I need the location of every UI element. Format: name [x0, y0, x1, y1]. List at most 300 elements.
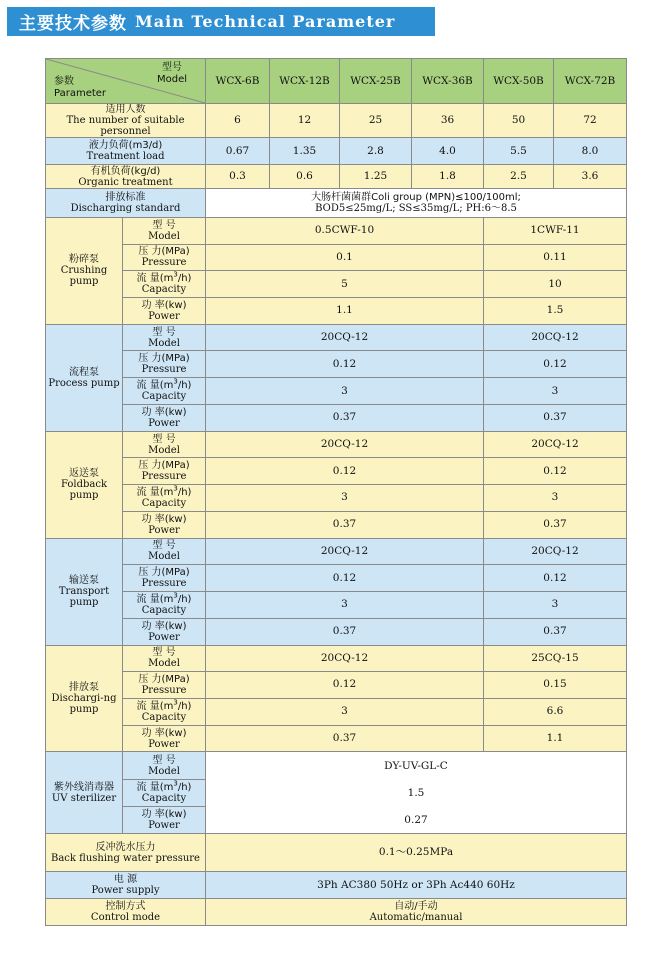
param-label: [123, 672, 206, 699]
label-cn: 压 力(MPa): [138, 567, 190, 579]
value: 1.35: [292, 144, 317, 157]
value-en: Automatic/manual: [369, 912, 463, 924]
param-value: [484, 565, 627, 592]
value: 1CWF-11: [530, 224, 580, 237]
table-row: [46, 458, 627, 485]
table-row: [46, 780, 627, 807]
param-label: [123, 218, 206, 245]
label-cn: 适用人数: [105, 104, 146, 115]
label-cn: 功 率(kw): [141, 513, 187, 525]
param-label: [123, 271, 206, 298]
param-value: [484, 698, 627, 725]
param-value: [206, 511, 484, 538]
value: 0.5CWF-10: [314, 224, 375, 237]
label-cn: [123, 270, 205, 285]
param-label: [123, 298, 206, 325]
value: 0.37: [543, 518, 567, 531]
capacity-sup: 3: [173, 780, 178, 789]
label-en: Model: [148, 444, 180, 456]
value: 3: [551, 598, 559, 611]
value: 3: [341, 491, 348, 504]
value: 50: [511, 114, 526, 126]
param-value: [206, 565, 484, 592]
param-label: [123, 807, 206, 834]
param-value: [484, 324, 627, 351]
param-value: [484, 431, 627, 458]
capacity-cn-b: /h): [177, 486, 192, 498]
header-model-en: Model: [156, 74, 187, 85]
value-cell: [270, 165, 340, 189]
model-name: WCX-50B: [493, 74, 544, 87]
pump-name-cn: 粉碎泵: [69, 254, 99, 266]
pump-name-cn: 返送泵: [69, 468, 99, 480]
header-corner-cell: [46, 59, 206, 104]
backflush-value: [206, 834, 627, 872]
value-cell: [484, 138, 554, 165]
model-column-header: [270, 59, 340, 104]
value-cell: [206, 138, 270, 165]
capacity-cn-a: 流 量(m: [136, 782, 174, 794]
param-value: [206, 431, 484, 458]
pump-name-en: Process pump: [48, 377, 120, 389]
value: 0.11: [543, 250, 567, 263]
label-en: Discharging standard: [70, 203, 181, 214]
label-cn: [123, 698, 205, 712]
param-label: [123, 351, 206, 378]
value-cell: [412, 165, 484, 189]
value-cn: 自动/手动: [394, 901, 438, 913]
label-en: Pressure: [141, 471, 187, 483]
param-label: [123, 752, 206, 780]
capacity-sup: 3: [173, 698, 178, 707]
param-label: [123, 485, 206, 512]
value-cell: [206, 104, 270, 138]
row-label: [46, 189, 206, 218]
table-row: [46, 351, 627, 378]
value: 3: [341, 598, 348, 611]
label-en: Power supply: [91, 885, 160, 897]
param-value: [484, 351, 627, 378]
label-en: Power: [148, 524, 180, 536]
label-cn: [123, 782, 205, 793]
param-label: [123, 698, 206, 725]
param-label: [123, 404, 206, 431]
value: 3: [551, 384, 559, 397]
value: 20CQ-12: [320, 544, 369, 557]
value: 3.6: [581, 170, 599, 182]
pump-name-en: Dischargi-ng pump: [51, 693, 117, 715]
value: 0.37: [543, 625, 567, 638]
table-row: [46, 218, 627, 245]
value: 0.15: [543, 678, 567, 691]
model-name: WCX-72B: [564, 74, 616, 87]
value: 25: [368, 114, 383, 126]
table-row: [46, 872, 627, 899]
value: 20CQ-12: [531, 438, 579, 451]
model-name: WCX-6B: [215, 74, 260, 87]
row-label: [46, 899, 206, 926]
model-name: WCX-25B: [350, 74, 401, 87]
label-cn: 反冲洗水压力: [95, 841, 156, 853]
label-en: Model: [148, 230, 180, 242]
value: 0.1: [336, 250, 353, 263]
value: 5: [341, 277, 348, 290]
uv-sterilizer-name: [46, 752, 123, 834]
uv-values: [206, 752, 627, 780]
pump-name-en: Foldback pump: [60, 479, 108, 502]
label-en: Capacity: [141, 391, 187, 403]
capacity-sup: 3: [173, 377, 178, 386]
value: 1.1: [546, 732, 564, 745]
param-label: [123, 565, 206, 592]
value: 6: [234, 114, 241, 126]
label-cn: 功 率(kw): [141, 299, 187, 311]
param-value: [206, 298, 484, 325]
label-en: Model: [148, 765, 180, 777]
param-value: [206, 458, 484, 485]
capacity-sup: 3: [173, 591, 178, 600]
table-row: [46, 834, 627, 872]
label-cn: 功 率(kw): [141, 809, 187, 821]
label-en: Capacity: [141, 284, 187, 296]
value: 3: [341, 705, 348, 718]
value-cell: [484, 165, 554, 189]
label-en: Power: [148, 631, 180, 643]
value-cell: [340, 104, 412, 138]
param-label: [123, 511, 206, 538]
title-cn: 主要技术参数: [19, 14, 127, 34]
label-cn: [123, 591, 205, 605]
pump-name: [46, 431, 123, 538]
pump-name-cn: 输送泵: [69, 575, 99, 587]
label-cn: 功 率(kw): [141, 620, 187, 632]
param-label: [123, 591, 206, 618]
param-label: [123, 244, 206, 271]
row-label: [46, 138, 206, 165]
value: 0.37: [543, 411, 567, 424]
value: 4.0: [439, 144, 456, 157]
pump-name-cn: 流程泵: [69, 366, 99, 378]
value: 0.12: [332, 357, 357, 370]
pump-name-en: Transport pump: [58, 586, 110, 609]
table-row: [46, 752, 627, 780]
label-cn: 型 号: [152, 647, 176, 659]
value: 8.0: [581, 144, 599, 157]
table-row: [46, 725, 627, 752]
model-column-header: [412, 59, 484, 104]
param-value: [484, 298, 627, 325]
label-cn: 型 号: [152, 540, 176, 552]
param-value: [484, 725, 627, 752]
value: 25CQ-15: [531, 651, 579, 664]
value: 0.37: [332, 732, 357, 745]
label-cn: 控制方式: [105, 901, 146, 913]
table-row: [46, 591, 627, 618]
param-label: [123, 324, 206, 351]
label-en: Capacity: [141, 711, 187, 723]
label-cn: [123, 377, 205, 392]
row-label: [46, 104, 206, 138]
param-value: [206, 404, 484, 431]
technical-parameter-table: [45, 58, 627, 926]
label-en: Capacity: [141, 793, 187, 805]
value: 0.12: [332, 464, 357, 477]
table-row: [46, 485, 627, 512]
param-value: [206, 218, 484, 245]
param-value: [206, 271, 484, 298]
capacity-cn-b: /h): [177, 782, 192, 794]
table-row: [46, 672, 627, 699]
param-value: [206, 244, 484, 271]
capacity-cn-b: /h): [177, 273, 192, 285]
label-en: Power: [148, 310, 180, 322]
label-cn: 压 力(MPa): [138, 353, 190, 365]
table-row: [46, 271, 627, 298]
param-label: [123, 431, 206, 458]
label-en: Pressure: [141, 257, 187, 269]
model-name: WCX-36B: [422, 74, 473, 87]
param-value: [206, 485, 484, 512]
param-value: [206, 351, 484, 378]
row-label: [46, 834, 206, 872]
param-value: [484, 618, 627, 645]
param-value: [484, 485, 627, 512]
value: 2.8: [367, 144, 384, 157]
label-cn: 压 力(MPa): [138, 246, 190, 258]
param-value: [484, 591, 627, 618]
label-en: Model: [148, 551, 180, 563]
value: 6.6: [546, 705, 564, 718]
label-cn: 排放标准: [105, 192, 146, 203]
value-cell: [484, 104, 554, 138]
table-row: [46, 538, 627, 565]
value: 0.6: [296, 170, 313, 182]
capacity-cn-a: 流 量(m: [136, 593, 174, 605]
label-en: Pressure: [141, 684, 187, 696]
model-column-header: [340, 59, 412, 104]
param-value: [484, 378, 627, 405]
value: 20CQ-12: [320, 438, 369, 451]
pump-name-cn: 排放泵: [69, 682, 99, 693]
table-row: [46, 565, 627, 592]
value: 0.12: [543, 464, 567, 477]
label-cn: 型 号: [152, 219, 176, 231]
value: 3: [341, 384, 348, 397]
param-value: [206, 645, 484, 672]
label-cn: 液力负荷(m3/d): [88, 140, 163, 151]
param-value: [206, 725, 484, 752]
param-value: [206, 672, 484, 699]
table-row: [46, 645, 627, 672]
label-cn: 型 号: [152, 433, 176, 445]
value-cell: [412, 104, 484, 138]
capacity-cn-a: 流 量(m: [136, 486, 174, 498]
pump-name-en: Crushing pump: [60, 265, 108, 288]
capacity-cn-a: 流 量(m: [136, 700, 174, 712]
uv-cn: 紫外线消毒器: [54, 781, 114, 793]
value-cell: [554, 104, 627, 138]
value-cell: [206, 165, 270, 189]
value: 0.12: [332, 678, 357, 691]
discharge-line-1: 大肠杆菌菌群Coli group (MPN)≤100/100ml;: [311, 192, 521, 203]
pump-name: [46, 324, 123, 431]
model-column-header: [554, 59, 627, 104]
value: 20CQ-12: [531, 544, 579, 557]
table-row: [46, 807, 627, 834]
label-en: Capacity: [141, 604, 187, 616]
param-value: [206, 538, 484, 565]
value: 0.37: [332, 625, 357, 638]
table-row: [46, 698, 627, 725]
label-en: Power: [148, 820, 180, 832]
param-value: [206, 324, 484, 351]
param-label: [123, 378, 206, 405]
param-value: [484, 404, 627, 431]
value: 20CQ-12: [320, 331, 369, 344]
label-en: Pressure: [141, 578, 187, 590]
table-row: [46, 165, 627, 189]
value: 1.25: [363, 170, 388, 182]
param-value: [206, 618, 484, 645]
param-label: [123, 780, 206, 807]
param-value: [484, 672, 627, 699]
label-en: Control mode: [90, 912, 161, 924]
param-value: [484, 538, 627, 565]
value-cell: [554, 165, 627, 189]
value-cell: [412, 138, 484, 165]
table-row: [46, 431, 627, 458]
value-cell: [270, 104, 340, 138]
value: 0.37: [332, 411, 357, 424]
label-cn: 压 力(MPa): [138, 673, 190, 685]
pump-name: [46, 645, 123, 752]
table-row: [46, 298, 627, 325]
value-cell: [340, 138, 412, 165]
label-en: The number of suitable personnel: [66, 115, 185, 137]
discharge-line-2: BOD5≤25mg/L; SS≤35mg/L; PH:6～8.5: [315, 203, 517, 214]
param-value: [484, 218, 627, 245]
page-title-banner: [7, 7, 435, 36]
uv-capacity: [206, 780, 627, 807]
value-cell: [554, 138, 627, 165]
label-cn: 型 号: [152, 326, 176, 338]
label-cn: [123, 484, 205, 498]
model-column-header: [206, 59, 270, 104]
value: 0.1～0.25MPa: [378, 846, 454, 859]
param-label: [123, 618, 206, 645]
param-value: [206, 698, 484, 725]
label-en: Capacity: [141, 497, 187, 509]
header-model-cn: 型号: [161, 62, 182, 73]
label-cn: 压 力(MPa): [138, 460, 190, 472]
table-row: [46, 404, 627, 431]
value: 72: [583, 114, 597, 126]
capacity-cn-b: /h): [177, 380, 192, 392]
uv-model: DY-UV-GL-C: [384, 759, 448, 772]
param-value: [206, 378, 484, 405]
row-label: [46, 872, 206, 899]
capacity-sup: 3: [173, 270, 178, 279]
value: 1.5: [546, 304, 564, 317]
capacity-cn-a: 流 量(m: [136, 273, 174, 285]
model-name: WCX-12B: [279, 74, 330, 87]
row-label: [46, 165, 206, 189]
uv-power: [206, 807, 627, 834]
discharge-standard-value: [206, 189, 627, 218]
value: 36: [440, 114, 455, 126]
value: 1.1: [336, 304, 353, 317]
table-row: [46, 104, 627, 138]
value: 5.5: [510, 144, 527, 157]
title-en: Main Technical Parameter: [135, 12, 396, 31]
pump-name: [46, 218, 123, 325]
capacity-cn-a: 流 量(m: [136, 380, 174, 392]
table-row: [46, 899, 627, 926]
model-column-header: [484, 59, 554, 104]
capacity-cn-b: /h): [177, 593, 192, 605]
value: 20CQ-12: [531, 331, 579, 344]
value: 0.67: [225, 144, 250, 157]
capacity-cn-b: /h): [177, 700, 192, 712]
table-row: [46, 189, 627, 218]
value: 3: [551, 491, 559, 504]
value-cell: [270, 138, 340, 165]
value: 0.37: [332, 518, 357, 531]
table-row: [46, 59, 627, 104]
value: 0.3: [229, 170, 246, 182]
param-label: [123, 645, 206, 672]
param-label: [123, 538, 206, 565]
header-param-en: Parameter: [54, 88, 107, 99]
label-en: Pressure: [141, 364, 187, 376]
power-supply-value: [206, 872, 627, 899]
param-value: [484, 458, 627, 485]
uv-en: UV sterilizer: [51, 792, 117, 804]
value: 12: [297, 114, 312, 126]
param-value: [484, 271, 627, 298]
value: 3Ph AC380 50Hz or 3Ph Ac440 60Hz: [317, 878, 515, 891]
header-param-cn: 参数: [54, 76, 74, 87]
value: 0.12: [543, 357, 567, 370]
value: 10: [548, 277, 562, 290]
table-row: [46, 511, 627, 538]
label-en: Treatment load: [86, 151, 165, 162]
control-mode-value: [206, 899, 627, 926]
table-row: [46, 618, 627, 645]
label-cn: 功 率(kw): [141, 406, 187, 418]
param-value: [484, 645, 627, 672]
capacity-sup: 3: [173, 484, 178, 493]
label-cn: 功 率(kw): [141, 727, 187, 739]
value: 0.12: [543, 571, 567, 584]
label-en: Back flushing water pressure: [51, 852, 200, 864]
table-row: [46, 324, 627, 351]
uv-power-value: 0.27: [404, 813, 428, 826]
label-en: Organic treatment: [78, 176, 173, 188]
label-en: Power: [148, 738, 180, 750]
label-cn: 有机负荷(kg/d): [90, 165, 161, 177]
value: 0.12: [332, 571, 357, 584]
label-en: Model: [148, 337, 180, 349]
param-value: [484, 511, 627, 538]
table-row: [46, 138, 627, 165]
value-cell: [340, 165, 412, 189]
param-label: [123, 725, 206, 752]
param-value: [484, 244, 627, 271]
value: 20CQ-12: [320, 651, 369, 664]
table-row: [46, 378, 627, 405]
uv-capacity-value: 1.5: [407, 786, 425, 799]
